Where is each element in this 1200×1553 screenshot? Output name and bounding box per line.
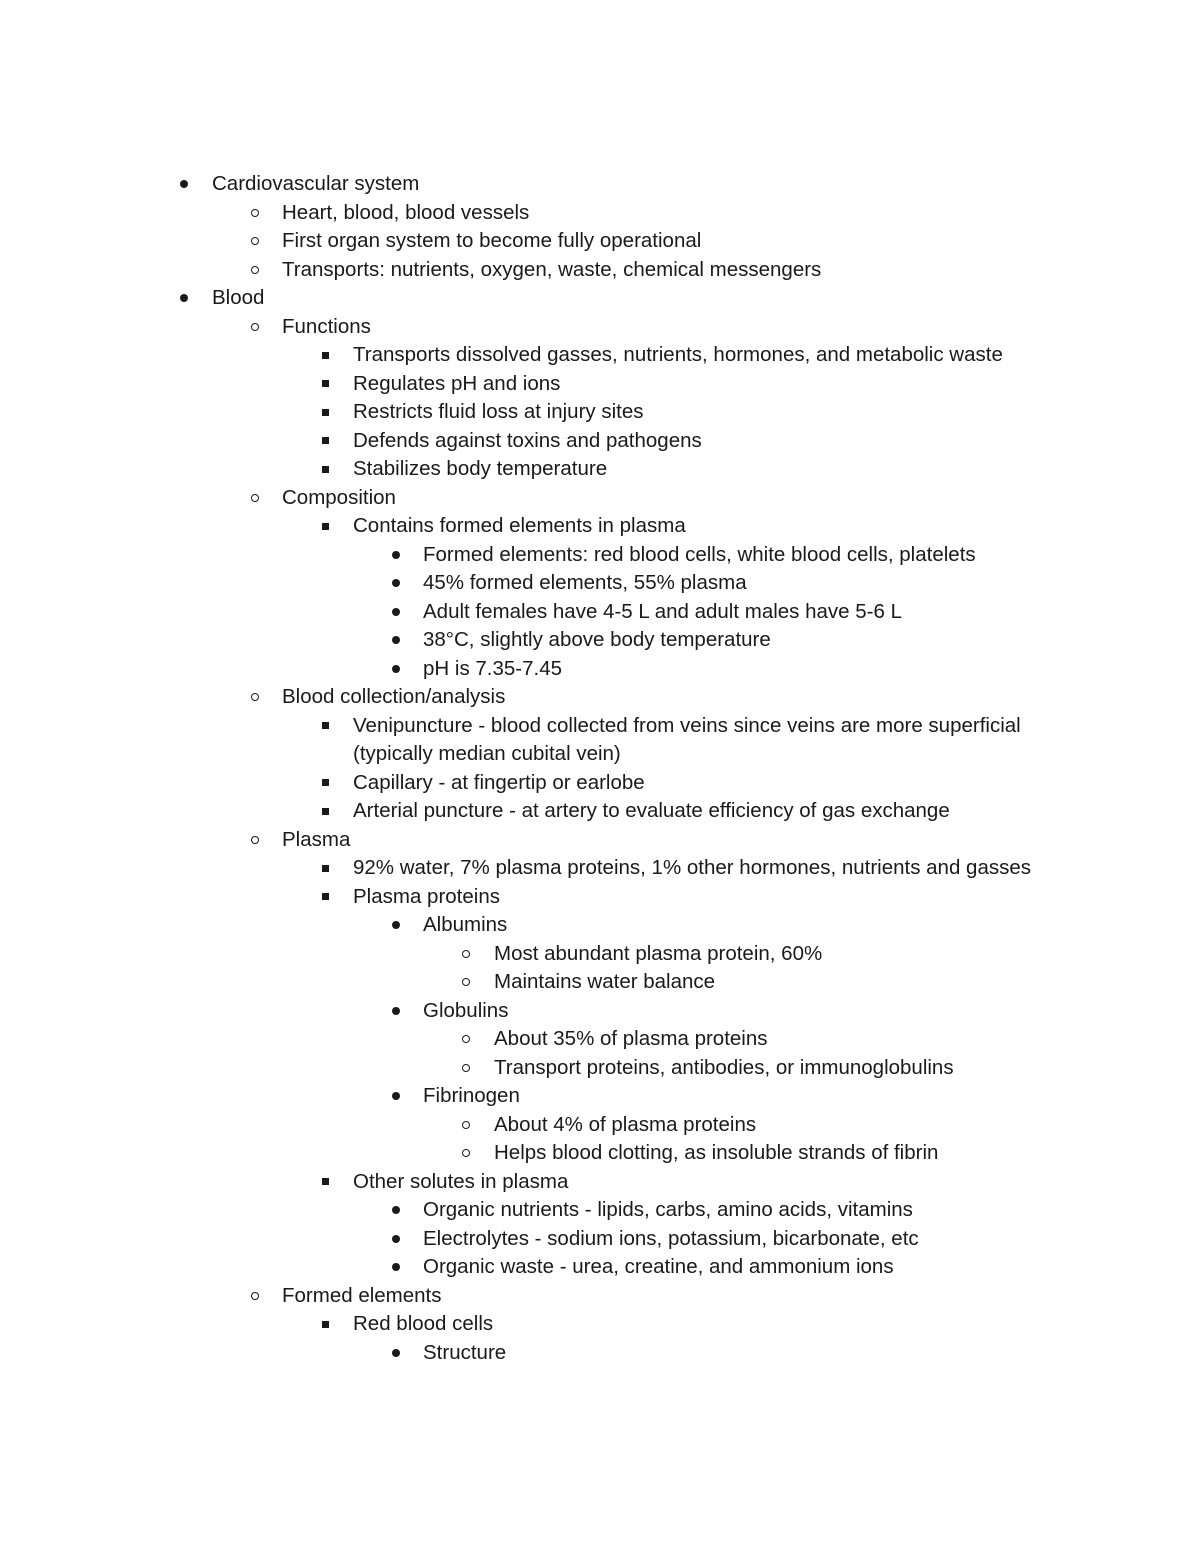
bullet-disc-icon	[388, 626, 404, 655]
bullet-disc-icon	[388, 1225, 404, 1254]
list-item	[0, 569, 1200, 598]
list-item	[0, 284, 1200, 313]
list-item-text: Composition	[282, 485, 396, 509]
bullet-square-icon	[317, 455, 333, 484]
list-item-text: Maintains water balance	[494, 970, 716, 993]
list-item	[0, 883, 1200, 912]
list-item-text: Blood	[212, 286, 265, 309]
list-item-text: Plasma	[282, 827, 351, 851]
bullet-circle-icon	[247, 256, 263, 285]
list-item	[0, 427, 1200, 456]
list-item	[0, 1111, 1200, 1140]
list-item-text: Capillary - at fingertip or earlobe	[353, 770, 645, 794]
list-item	[0, 968, 1200, 997]
bullet-square-icon	[317, 398, 333, 427]
bullet-disc-icon	[388, 1196, 404, 1225]
list-item-text: Transport proteins, antibodies, or immunoglobulins	[494, 1055, 954, 1079]
list-item-text: Helps blood clotting, as insoluble strands of fibrin	[494, 1141, 939, 1164]
bullet-disc-icon	[388, 997, 404, 1026]
list-item	[0, 997, 1200, 1026]
list-item	[0, 626, 1200, 655]
list-item	[0, 398, 1200, 427]
bullet-square-icon	[317, 1168, 333, 1197]
bullet-square-icon	[317, 341, 333, 370]
bullet-disc-icon	[176, 284, 192, 313]
bullet-circle-icon	[458, 1111, 474, 1140]
bullet-disc-icon	[176, 170, 192, 199]
list-item-text: Structure	[423, 1340, 507, 1364]
list-item-text: Contains formed elements in plasma	[353, 514, 686, 537]
list-item	[0, 512, 1200, 541]
list-item-text: Defends against toxins and pathogens	[353, 428, 702, 452]
list-item	[0, 313, 1200, 342]
list-item-text: Organic nutrients - lipids, carbs, amino acids, vitamins	[423, 1198, 913, 1221]
bullet-circle-icon	[247, 683, 263, 712]
bullet-circle-icon	[458, 1025, 474, 1054]
list-item	[0, 854, 1200, 883]
list-item-text: Other solutes in plasma	[353, 1169, 569, 1193]
list-item	[0, 1025, 1200, 1054]
bullet-square-icon	[317, 512, 333, 541]
list-item	[0, 1225, 1200, 1254]
bullet-square-icon	[317, 883, 333, 912]
list-item	[0, 712, 1200, 769]
list-item-text: Albumins	[423, 913, 508, 936]
list-item-text: Restricts fluid loss at injury sites	[353, 400, 644, 423]
list-item	[0, 227, 1200, 256]
list-item	[0, 1168, 1200, 1197]
bullet-circle-icon	[458, 968, 474, 997]
bullet-circle-icon	[458, 1054, 474, 1083]
bullet-disc-icon	[388, 569, 404, 598]
bullet-disc-icon	[388, 655, 404, 684]
list-item	[0, 1310, 1200, 1339]
list-item	[0, 199, 1200, 228]
list-item-text: Fibrinogen	[423, 1084, 520, 1107]
list-item	[0, 541, 1200, 570]
list-item-text: Adult females have 4-5 L and adult males have 5-6 L	[423, 599, 903, 623]
bullet-disc-icon	[388, 911, 404, 940]
list-item	[0, 826, 1200, 855]
bullet-square-icon	[317, 370, 333, 399]
list-item-text: Formed elements	[282, 1283, 442, 1307]
bullet-disc-icon	[388, 598, 404, 627]
bullet-square-icon	[317, 797, 333, 826]
list-item	[0, 455, 1200, 484]
list-item-text: pH is 7.35-7.45	[423, 656, 563, 680]
document-outline	[0, 170, 1200, 1367]
bullet-disc-icon	[388, 541, 404, 570]
list-item-text: Functions	[282, 314, 371, 338]
list-item	[0, 484, 1200, 513]
list-item-text: Formed elements: red blood cells, white blood cells, platelets	[423, 542, 976, 566]
list-item	[0, 341, 1200, 370]
bullet-square-icon	[317, 712, 333, 741]
list-item-text: About 4% of plasma proteins	[494, 1112, 757, 1136]
list-item-text: Globulins	[423, 998, 509, 1022]
list-item	[0, 940, 1200, 969]
list-item-text: Plasma proteins	[353, 884, 500, 908]
list-item	[0, 683, 1200, 712]
list-item	[0, 370, 1200, 399]
list-item-text: 92% water, 7% plasma proteins, 1% other hormones, nutrients and gasses	[353, 856, 1032, 879]
list-item	[0, 256, 1200, 285]
bullet-circle-icon	[247, 484, 263, 513]
list-item-text: Heart, blood, blood vessels	[282, 200, 530, 224]
bullet-square-icon	[317, 769, 333, 798]
list-item	[0, 598, 1200, 627]
list-item-text: Stabilizes body temperature	[353, 457, 608, 480]
list-item-text: Organic waste - urea, creatine, and ammonium ions	[423, 1255, 894, 1278]
bullet-circle-icon	[247, 826, 263, 855]
list-item-text: 45% formed elements, 55% plasma	[423, 571, 747, 594]
list-item	[0, 1139, 1200, 1168]
list-item	[0, 655, 1200, 684]
list-item	[0, 1196, 1200, 1225]
list-item-text: Transports dissolved gasses, nutrients, hormones, and metabolic waste	[353, 343, 1003, 366]
list-item-text: 38°C, slightly above body temperature	[423, 628, 771, 651]
bullet-circle-icon	[458, 1139, 474, 1168]
list-item-text: Most abundant plasma protein, 60%	[494, 941, 823, 965]
bullet-disc-icon	[388, 1082, 404, 1111]
list-item	[0, 1339, 1200, 1368]
bullet-circle-icon	[247, 313, 263, 342]
bullet-disc-icon	[388, 1339, 404, 1368]
bullet-circle-icon	[247, 1282, 263, 1311]
bullet-disc-icon	[388, 1253, 404, 1282]
list-item	[0, 1282, 1200, 1311]
list-item	[0, 769, 1200, 798]
list-item-text: Transports: nutrients, oxygen, waste, chemical messengers	[282, 257, 822, 281]
bullet-circle-icon	[458, 940, 474, 969]
list-item-text: Electrolytes - sodium ions, potassium, bicarbonate, etc	[423, 1226, 919, 1250]
list-item-text: Regulates pH and ions	[353, 371, 561, 395]
bullet-square-icon	[317, 1310, 333, 1339]
list-item	[0, 170, 1200, 199]
list-item	[0, 797, 1200, 826]
list-item-text: First organ system to become fully operational	[282, 229, 702, 252]
list-item-text: Cardiovascular system	[212, 172, 420, 195]
list-item	[0, 1082, 1200, 1111]
list-item-text: Arterial puncture - at artery to evaluate efficiency of gas exchange	[353, 799, 950, 822]
list-item-text: About 35% of plasma proteins	[494, 1027, 768, 1050]
bullet-circle-icon	[247, 227, 263, 256]
list-item	[0, 1253, 1200, 1282]
list-item-text: Venipuncture - blood collected from veins since veins are more superficial (typically median cubital vein)	[353, 713, 1021, 765]
bullet-circle-icon	[247, 199, 263, 228]
bullet-square-icon	[317, 427, 333, 456]
list-item-text: Red blood cells	[353, 1312, 494, 1335]
bullet-square-icon	[317, 854, 333, 883]
list-item	[0, 1054, 1200, 1083]
list-item	[0, 911, 1200, 940]
list-item-text: Blood collection/analysis	[282, 685, 506, 708]
